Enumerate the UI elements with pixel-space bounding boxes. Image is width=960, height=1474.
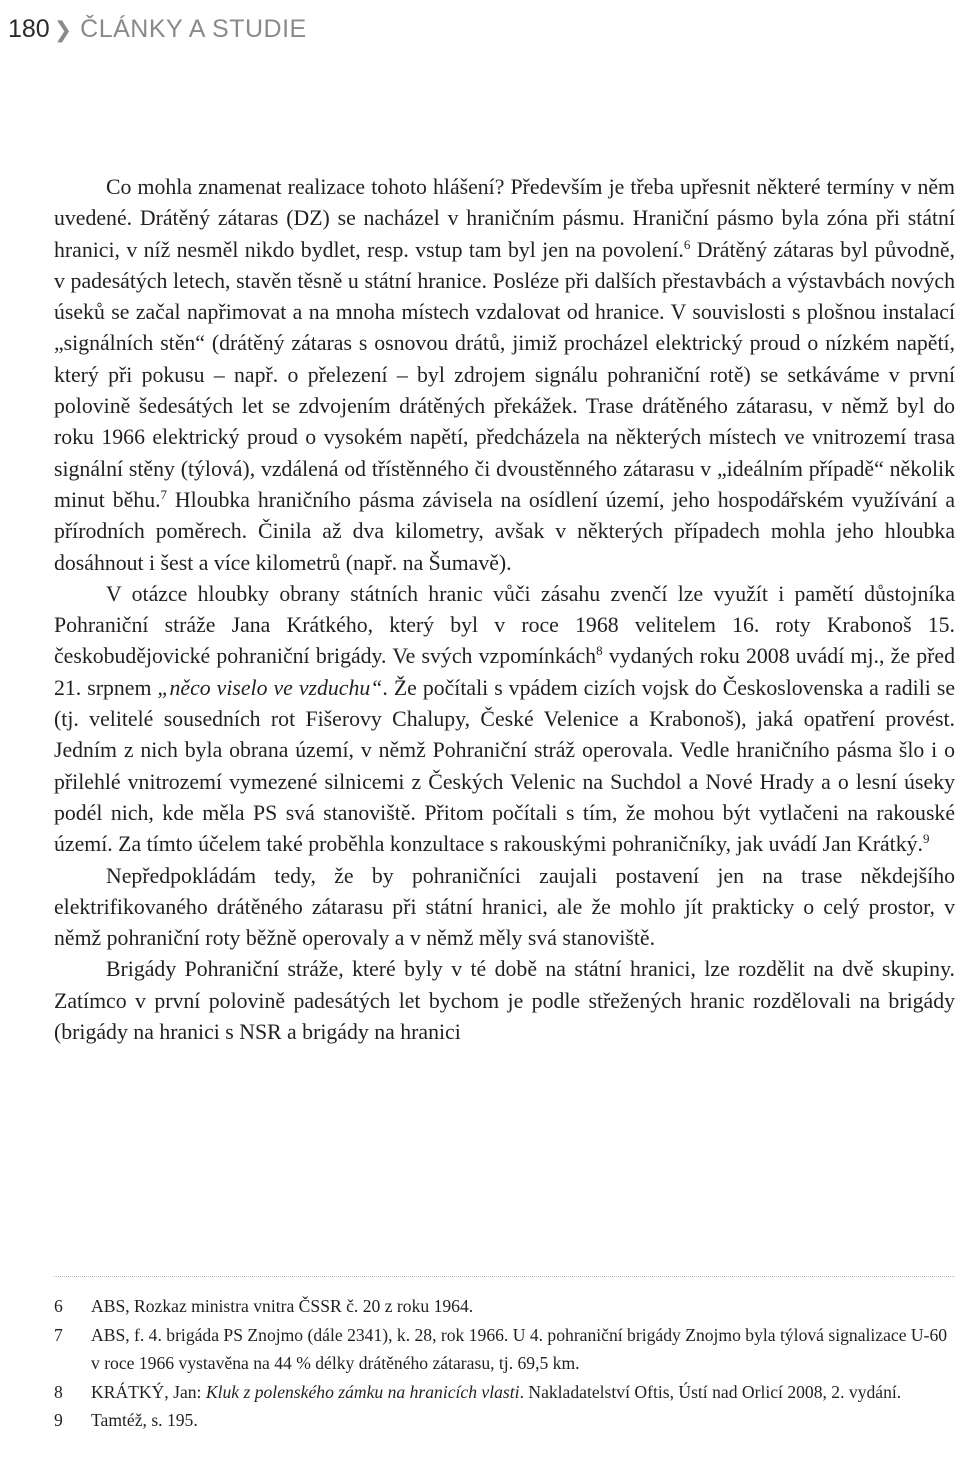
footnote-ref-9: 9 (922, 831, 930, 847)
footnote-author: KRÁTKÝ, Jan: (91, 1381, 206, 1402)
paragraph-text: vydaných roku 2008 uvádí mj., že před 21. srpnem (54, 644, 955, 700)
chevron-right-icon: ❯ (53, 17, 73, 42)
footnote-9 (54, 1406, 955, 1435)
paragraph-4: Brigády Pohraniční stráže, které byly v té době na státní hranici, lze rozdělit na dvě skupiny. Zatímco v první polovině padesátých let bychom je podle střežených hranic rozdělovali na brigády (brigády na hranici s NSR a brigády na hranici (54, 957, 955, 1045)
paragraph-1 (54, 172, 955, 579)
footnote-number: 9 (54, 1410, 63, 1431)
paragraph-text: Drátěný zátaras byl původně, v padesátých letech, stavěn těsně u státní hranice. Posléze při dalších přestavbách a výstavbách nových úseků se začal napřimovat a na mnoha místech vzdalovat od hranice. V souvislosti s plošnou instalací „signálních stěn“ (drátěný zátaras s osnovou drátů, jimiž procházel elektrický proud o nízkém napětí, který při pokusu – např. o přelezení – byl zdrojem signálu pohraniční rotě) se setkáváme v první polovině šedesátých let se zdvojením drátěných překážek. Trase drátěného zátarasu, v němž byl do roku 1966 elektrický proud o vysokém napětí, předcházela na některých místech ve vnitrozemí trasa signální stěny (týlová), vzdálená od třístěnného či dvoustěnného zátarasu v „ideálním případě“ několik minut běhu. (54, 237, 955, 512)
footnote-divider (54, 1276, 955, 1277)
footnote-number: 8 (54, 1381, 63, 1402)
paragraph-text: V otázce hloubky obrany státních hranic vůči zásahu zvenčí lze využít i pamětí důstojníka Pohraniční stráže Jana Krátkého, který byl v roce 1968 velitelem 16. roty Krabonoš 15. českobudějovické pohraniční brigády. Ve svých vzpomínkách (54, 581, 955, 669)
footnotes (54, 1292, 955, 1435)
footnote-6 (54, 1292, 955, 1321)
footnote-ref-7: 7 (160, 486, 168, 502)
running-head (8, 12, 307, 47)
page-number: 180 (8, 15, 50, 43)
footnote-text: ABS, f. 4. brigáda PS Znojmo (dále 2341), k. 28, rok 1966. U 4. pohraniční brigády Znojmo byla týlová signalizace U-60 v roce 1966 vystavěna na 44 % délky drátěného zátarasu, tj. 69,5 km. (91, 1324, 948, 1374)
paragraph-text: Co mohla znamenat realizace tohoto hlášení? Především je třeba upřesnit některé termíny v něm uvedené. Drátěný zátaras (DZ) se nacházel v hraničním pásmu. Hraniční pásmo byla zóna při státní hranici, v níž nesměl nikdo bydlet, resp. vstup tam byl jen na povolení. (54, 175, 955, 262)
footnote-number: 6 (54, 1296, 63, 1316)
paragraph-2 (54, 579, 955, 861)
footnote-8 (54, 1378, 955, 1407)
book-title: Kluk z polenského zámku na hranicích vlasti (205, 1381, 520, 1402)
paragraph-3: Nepředpokládám tedy, že by pohraničníci zaujali postavení jen na trase někdejšího elektrifikovaného drátěného zátarasu při státní hranici, ale že mohlo jít prakticky o celý prostor, v němž pohraniční roty běžně operovaly a v němž měly svá stanoviště. (54, 863, 955, 951)
footnote-number: 7 (54, 1324, 63, 1345)
paragraph-text: Hloubka hraničního pásma závisela na osídlení území, jeho hospodářském využívání a přírodních poměrech. Činila až dva kilometry, avšak v některých případech mohla jeho hloubka dosáhnout i šest a více kilometrů (např. na Šumavě). (54, 487, 955, 575)
quotation: „něco viselo ve vzduchu“ (157, 675, 383, 700)
footnote-7 (54, 1321, 955, 1378)
footnote-text: ABS, Rozkaz ministra vnitra ČSSR č. 20 z roku 1964. (91, 1296, 474, 1316)
footnote-text: Tamtéž, s. 195. (91, 1410, 198, 1431)
article-body (54, 172, 955, 1048)
footnote-ref-6: 6 (683, 236, 691, 252)
footnote-ref-8: 8 (596, 643, 603, 659)
footnote-publisher: . Nakladatelství Oftis, Ústí nad Orlicí 2008, 2. vydání. (519, 1381, 902, 1402)
paragraph-text: . Že počítali s vpádem cizích vojsk do Československa a radili se (tj. velitelé sousedních rot Fišerovy Chalupy, České Velenice a Krabonoš), jaká opatření provést. Jedním z nich byla obrana území, v němž Pohraniční stráž operovala. Vedle hraničního pásma šlo i o přilehlé vnitrozemí vymezené silnicemi z Českých Velenic na Suchdol a Nové Hrady a o lesní úseky podél nich, kde měla PS svá stanoviště. Přitom počítali s tím, že mohou být vytlačeni na rakouské území. Za tímto účelem také proběhla konzultace s rakouskými pohraničníky, jak uvádí Jan Krátký. (54, 675, 955, 857)
section-title: ČLÁNKY A STUDIE (80, 15, 307, 43)
footnote-text (91, 1378, 955, 1407)
